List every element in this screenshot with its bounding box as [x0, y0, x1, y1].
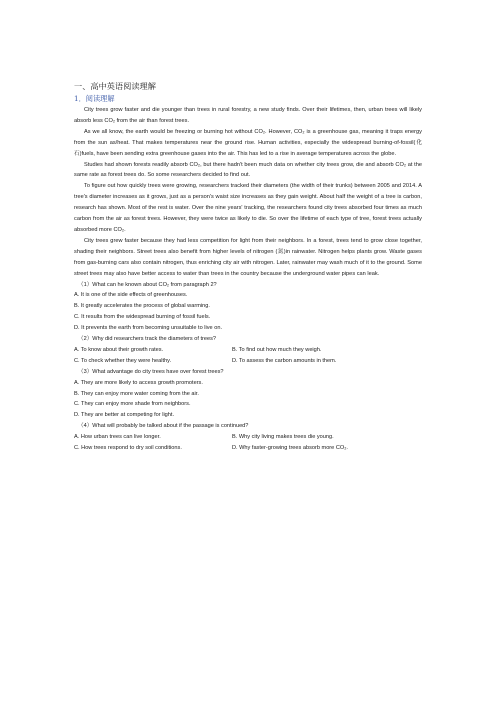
option-b[interactable]: B. To find out how much they weigh.	[232, 346, 322, 353]
option-c[interactable]: C. How trees respond to dry soil conditions.	[74, 445, 182, 452]
option-a[interactable]: A. They are more likely to access growth promoters.	[74, 379, 203, 386]
option-c[interactable]: C. To check whether they were healthy.	[74, 357, 172, 364]
option-c[interactable]: C. It results from the widespread burning of fossil fuels.	[74, 314, 211, 321]
question-block-1	[74, 280, 422, 335]
sub-title-text: 阅读理解	[85, 94, 115, 103]
sub-title	[74, 93, 422, 104]
paragraph: To figure out how quickly trees were growing, researchers tracked their diameters (the width of their trunks) between 2005 and 2014. A tree's diameter increases as it grows, just as a person's waist size increases as they gain weight. About half the weight of a tree is carbon, research has shown. Most of the rest is water. Over the nine years' tracking, the researchers found city trees absorbed four times as much carbon from the air as forest trees. However, they were twice as likely to die. So over the lifetime of each type of tree, forest trees actually absorbed more CO₂.	[74, 183, 422, 233]
paragraph: City trees grow faster and die younger than trees in rural forestry, a new study finds. Over their lifetimes, then, urban trees will likely absorb less CO₂ from the air than forest trees.	[74, 107, 422, 124]
question-stem: （2）Why did researchers track the diameters of trees?	[78, 336, 217, 343]
option-c[interactable]: C. They can enjoy more shade from neighbors.	[74, 401, 191, 408]
option-a[interactable]: A. It is one of the side effects of greenhouses.	[74, 292, 188, 299]
option-d[interactable]: D. Why faster-growing trees absorb more CO₂.	[232, 445, 348, 452]
option-row	[74, 345, 422, 356]
question-stem: （4）What will probably be talked about if the passage is continued?	[78, 423, 249, 430]
option-d[interactable]: D. They are better at competing for light.	[74, 412, 175, 419]
sub-title-number: 1．	[74, 94, 86, 103]
question-stem: （3）What advantage do city trees have over forest trees?	[78, 368, 224, 375]
question-block-3	[74, 367, 422, 422]
section-title: 一、高中英语阅读理解	[74, 81, 156, 91]
paragraph: City trees grew faster because they had less competition for light from their neighbors. In a forest, trees tend to grow close together, shading their neighbors. Street trees also benefit from higher levels of nitrogen (氮)in rainwater. Nitrogen helps plants grow. Waste gases from gas-burning cars also contain nitrogen, thus enriching city air with nitrogen. Later, rainwater may wash much of it to the ground. Some street trees may also have better access to water than trees in the country because the underground water pipes can leak.	[74, 237, 422, 277]
paragraph: As we all know, the earth would be freezing or burning hot without CO₂. However, CO₂ is a greenhouse gas, meaning it traps energy from the sun as/heat. That makes temperatures near the ground rise. Human activities, especially the widespread burning-of-fossil(化石)fuels, have been sending extra greenhouse gases into the air. This has led to a rise in average temperatures across the globe.	[74, 128, 422, 157]
option-d[interactable]: D. It prevents the earth from becoming unsuitable to live on.	[74, 325, 223, 332]
option-row	[74, 443, 422, 454]
option-d[interactable]: D. To assess the carbon amounts in them.	[232, 357, 337, 364]
document-page	[74, 80, 422, 454]
question-block-4	[74, 421, 422, 454]
option-row	[74, 432, 422, 443]
option-b[interactable]: B. It greatly accelerates the process of global warming.	[74, 303, 210, 310]
option-b[interactable]: B. They can enjoy more water coming from the air.	[74, 390, 199, 397]
option-a[interactable]: A. How urban trees can live longer.	[74, 434, 161, 441]
option-a[interactable]: A. To know about their growth rates.	[74, 346, 164, 353]
question-block-2	[74, 334, 422, 367]
passage	[74, 105, 422, 280]
option-b[interactable]: B. Why city living makes trees die young.	[232, 434, 334, 441]
paragraph: Studies had shown forests readily absorb CO₂, but there hadn't been much data on whether city trees grow, die and absorb CO₂ at the same rate as forest trees do. So some researchers decided to find out.	[74, 161, 422, 179]
option-row	[74, 356, 422, 367]
question-stem: （1）What can he known about CO₂ from paragraph 2?	[78, 281, 217, 288]
